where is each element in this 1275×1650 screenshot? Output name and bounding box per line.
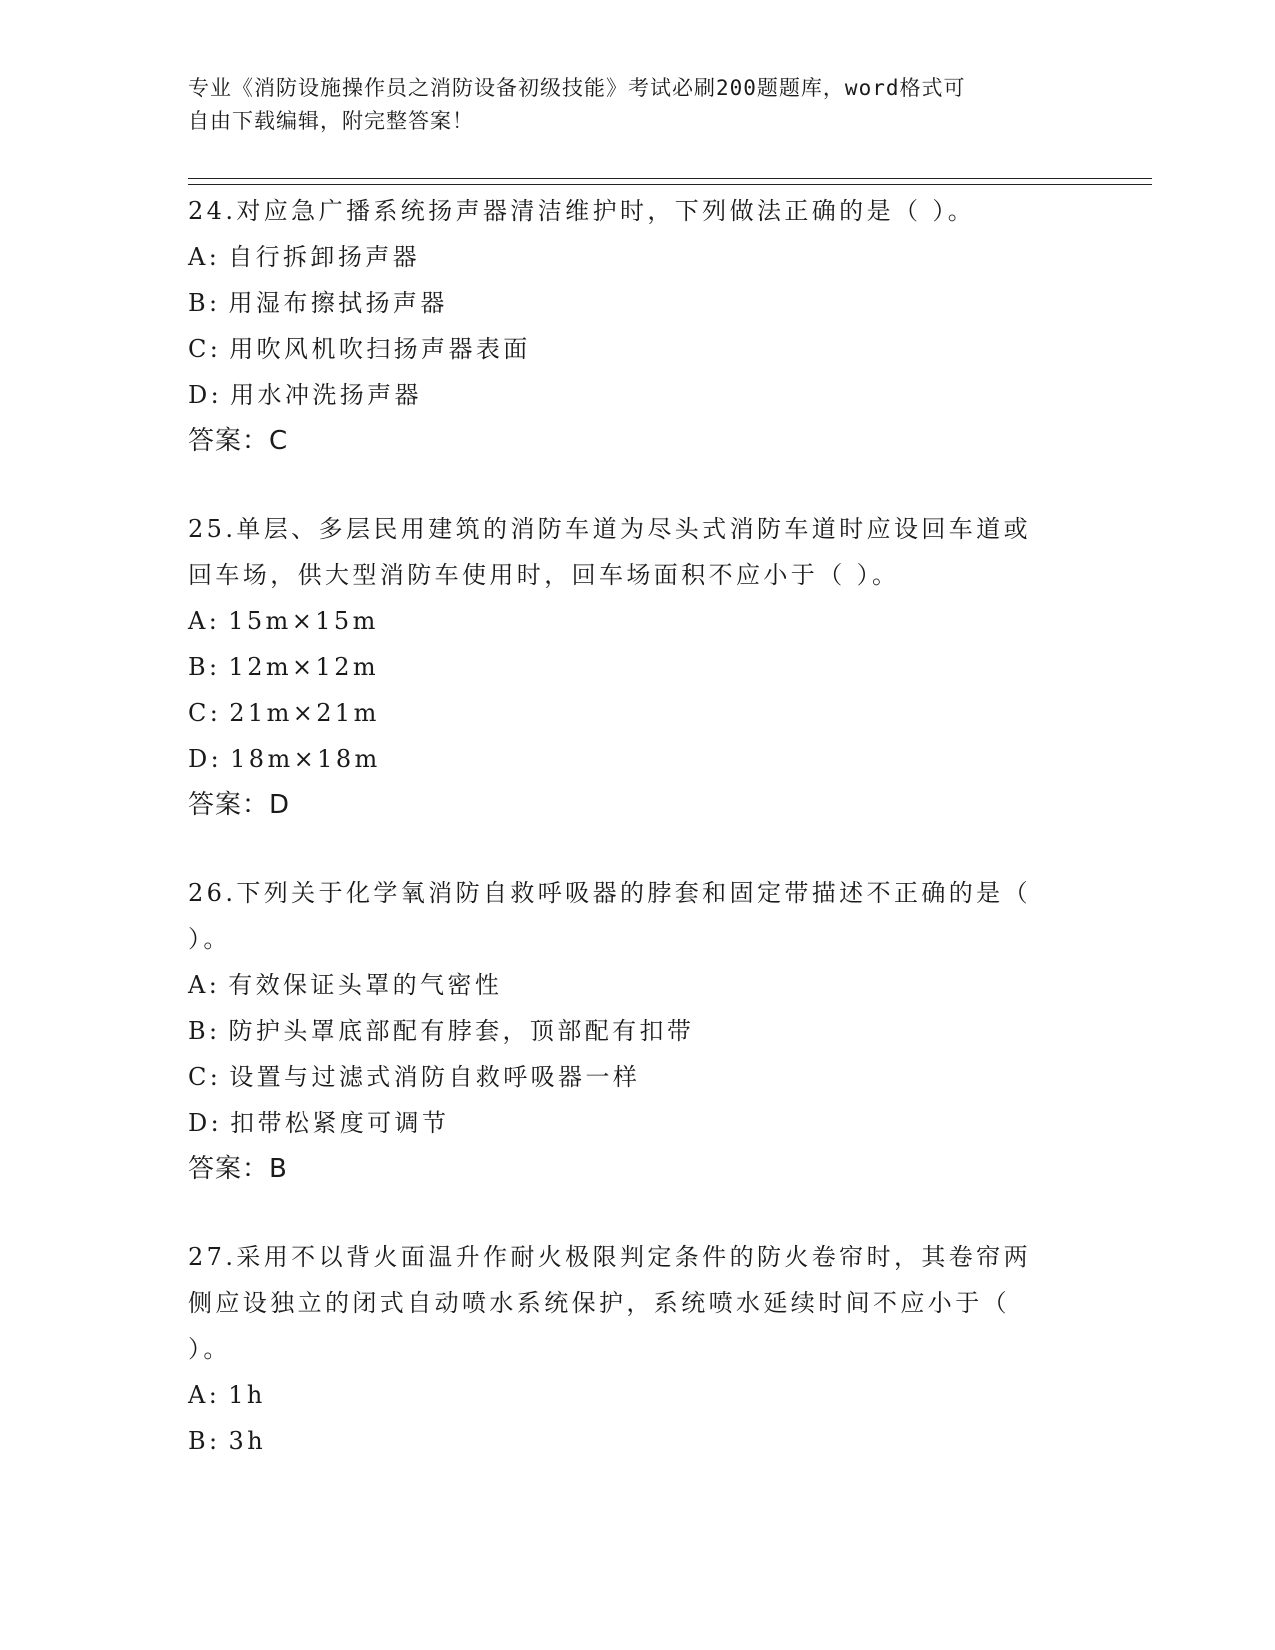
option-letter: B: — [188, 1427, 221, 1455]
header-divider-bottom — [188, 184, 1152, 185]
option-d — [188, 372, 1088, 418]
option-letter: C: — [188, 335, 222, 363]
option-b — [188, 1418, 1088, 1464]
option-text: 用湿布擦拭扬声器 — [228, 289, 448, 317]
option-b — [188, 280, 1088, 326]
option-b — [188, 644, 1088, 690]
option-letter: D: — [188, 745, 223, 773]
option-text: 防护头罩底部配有脖套，顶部配有扣带 — [228, 1017, 695, 1045]
option-a — [188, 962, 1088, 1008]
option-text: 有效保证头罩的气密性 — [228, 971, 503, 999]
option-letter: D: — [188, 381, 223, 409]
option-text: 用水冲洗扬声器 — [230, 381, 422, 409]
question-text-line-1: 27.采用不以背火面温升作耐火极限判定条件的防火卷帘时，其卷帘两 — [188, 1243, 1031, 1271]
option-d — [188, 1100, 1088, 1146]
option-d — [188, 736, 1088, 782]
option-text: 12m×12m — [228, 653, 380, 681]
option-letter: C: — [188, 699, 222, 727]
option-letter: A: — [188, 971, 221, 999]
answer-line: 答案：C — [188, 426, 289, 456]
option-letter: C: — [188, 1063, 222, 1091]
question-list — [188, 188, 1088, 1506]
question-text-line-2: 回车场，供大型消防车使用时，回车场面积不应小于（ ）。 — [188, 561, 900, 589]
option-text: 21m×21m — [229, 699, 380, 727]
option-text: 用吹风机吹扫扬声器表面 — [229, 335, 531, 363]
question-text: 24.对应急广播系统扬声器清洁维护时，下列做法正确的是（ ）。 — [188, 197, 976, 225]
answer-line: 答案：D — [188, 790, 291, 820]
document-header — [188, 72, 1088, 138]
question-24 — [188, 188, 1088, 464]
option-text: 自行拆卸扬声器 — [228, 243, 421, 271]
question-text-line-2: ）。 — [188, 925, 231, 953]
option-a — [188, 234, 1088, 280]
question-27 — [188, 1234, 1088, 1464]
header-divider-top — [188, 178, 1152, 179]
option-a — [188, 1372, 1088, 1418]
option-letter: A: — [188, 1381, 221, 1409]
option-a — [188, 598, 1088, 644]
option-letter: A: — [188, 243, 221, 271]
option-text: 1h — [228, 1381, 266, 1409]
option-text: 18m×18m — [230, 745, 381, 773]
question-text-line-1: 26.下列关于化学氧消防自救呼吸器的脖套和固定带描述不正确的是（ — [188, 879, 1031, 907]
question-text-line-1: 25.单层、多层民用建筑的消防车道为尽头式消防车道时应设回车道或 — [188, 515, 1031, 543]
header-line-1: 专业《消防设施操作员之消防设备初级技能》考试必刷200题题库，word格式可 — [188, 76, 966, 100]
option-letter: A: — [188, 607, 221, 635]
question-text-line-2: 侧应设独立的闭式自动喷水系统保护，系统喷水延续时间不应小于（ — [188, 1289, 1010, 1317]
question-25 — [188, 506, 1088, 828]
option-text: 3h — [228, 1427, 267, 1455]
option-c — [188, 326, 1088, 372]
option-letter: B: — [188, 1017, 221, 1045]
option-text: 设置与过滤式消防自救呼吸器一样 — [229, 1063, 641, 1091]
option-b — [188, 1008, 1088, 1054]
option-c — [188, 1054, 1088, 1100]
option-letter: D: — [188, 1109, 223, 1137]
header-line-2: 自由下载编辑，附完整答案！ — [188, 109, 474, 133]
question-26 — [188, 870, 1088, 1192]
option-c — [188, 690, 1088, 736]
option-letter: B: — [188, 289, 221, 317]
option-text: 扣带松紧度可调节 — [230, 1109, 450, 1137]
answer-line: 答案：B — [188, 1154, 288, 1184]
option-text: 15m×15m — [228, 607, 379, 635]
option-letter: B: — [188, 653, 221, 681]
question-text-line-3: ）。 — [188, 1335, 231, 1363]
